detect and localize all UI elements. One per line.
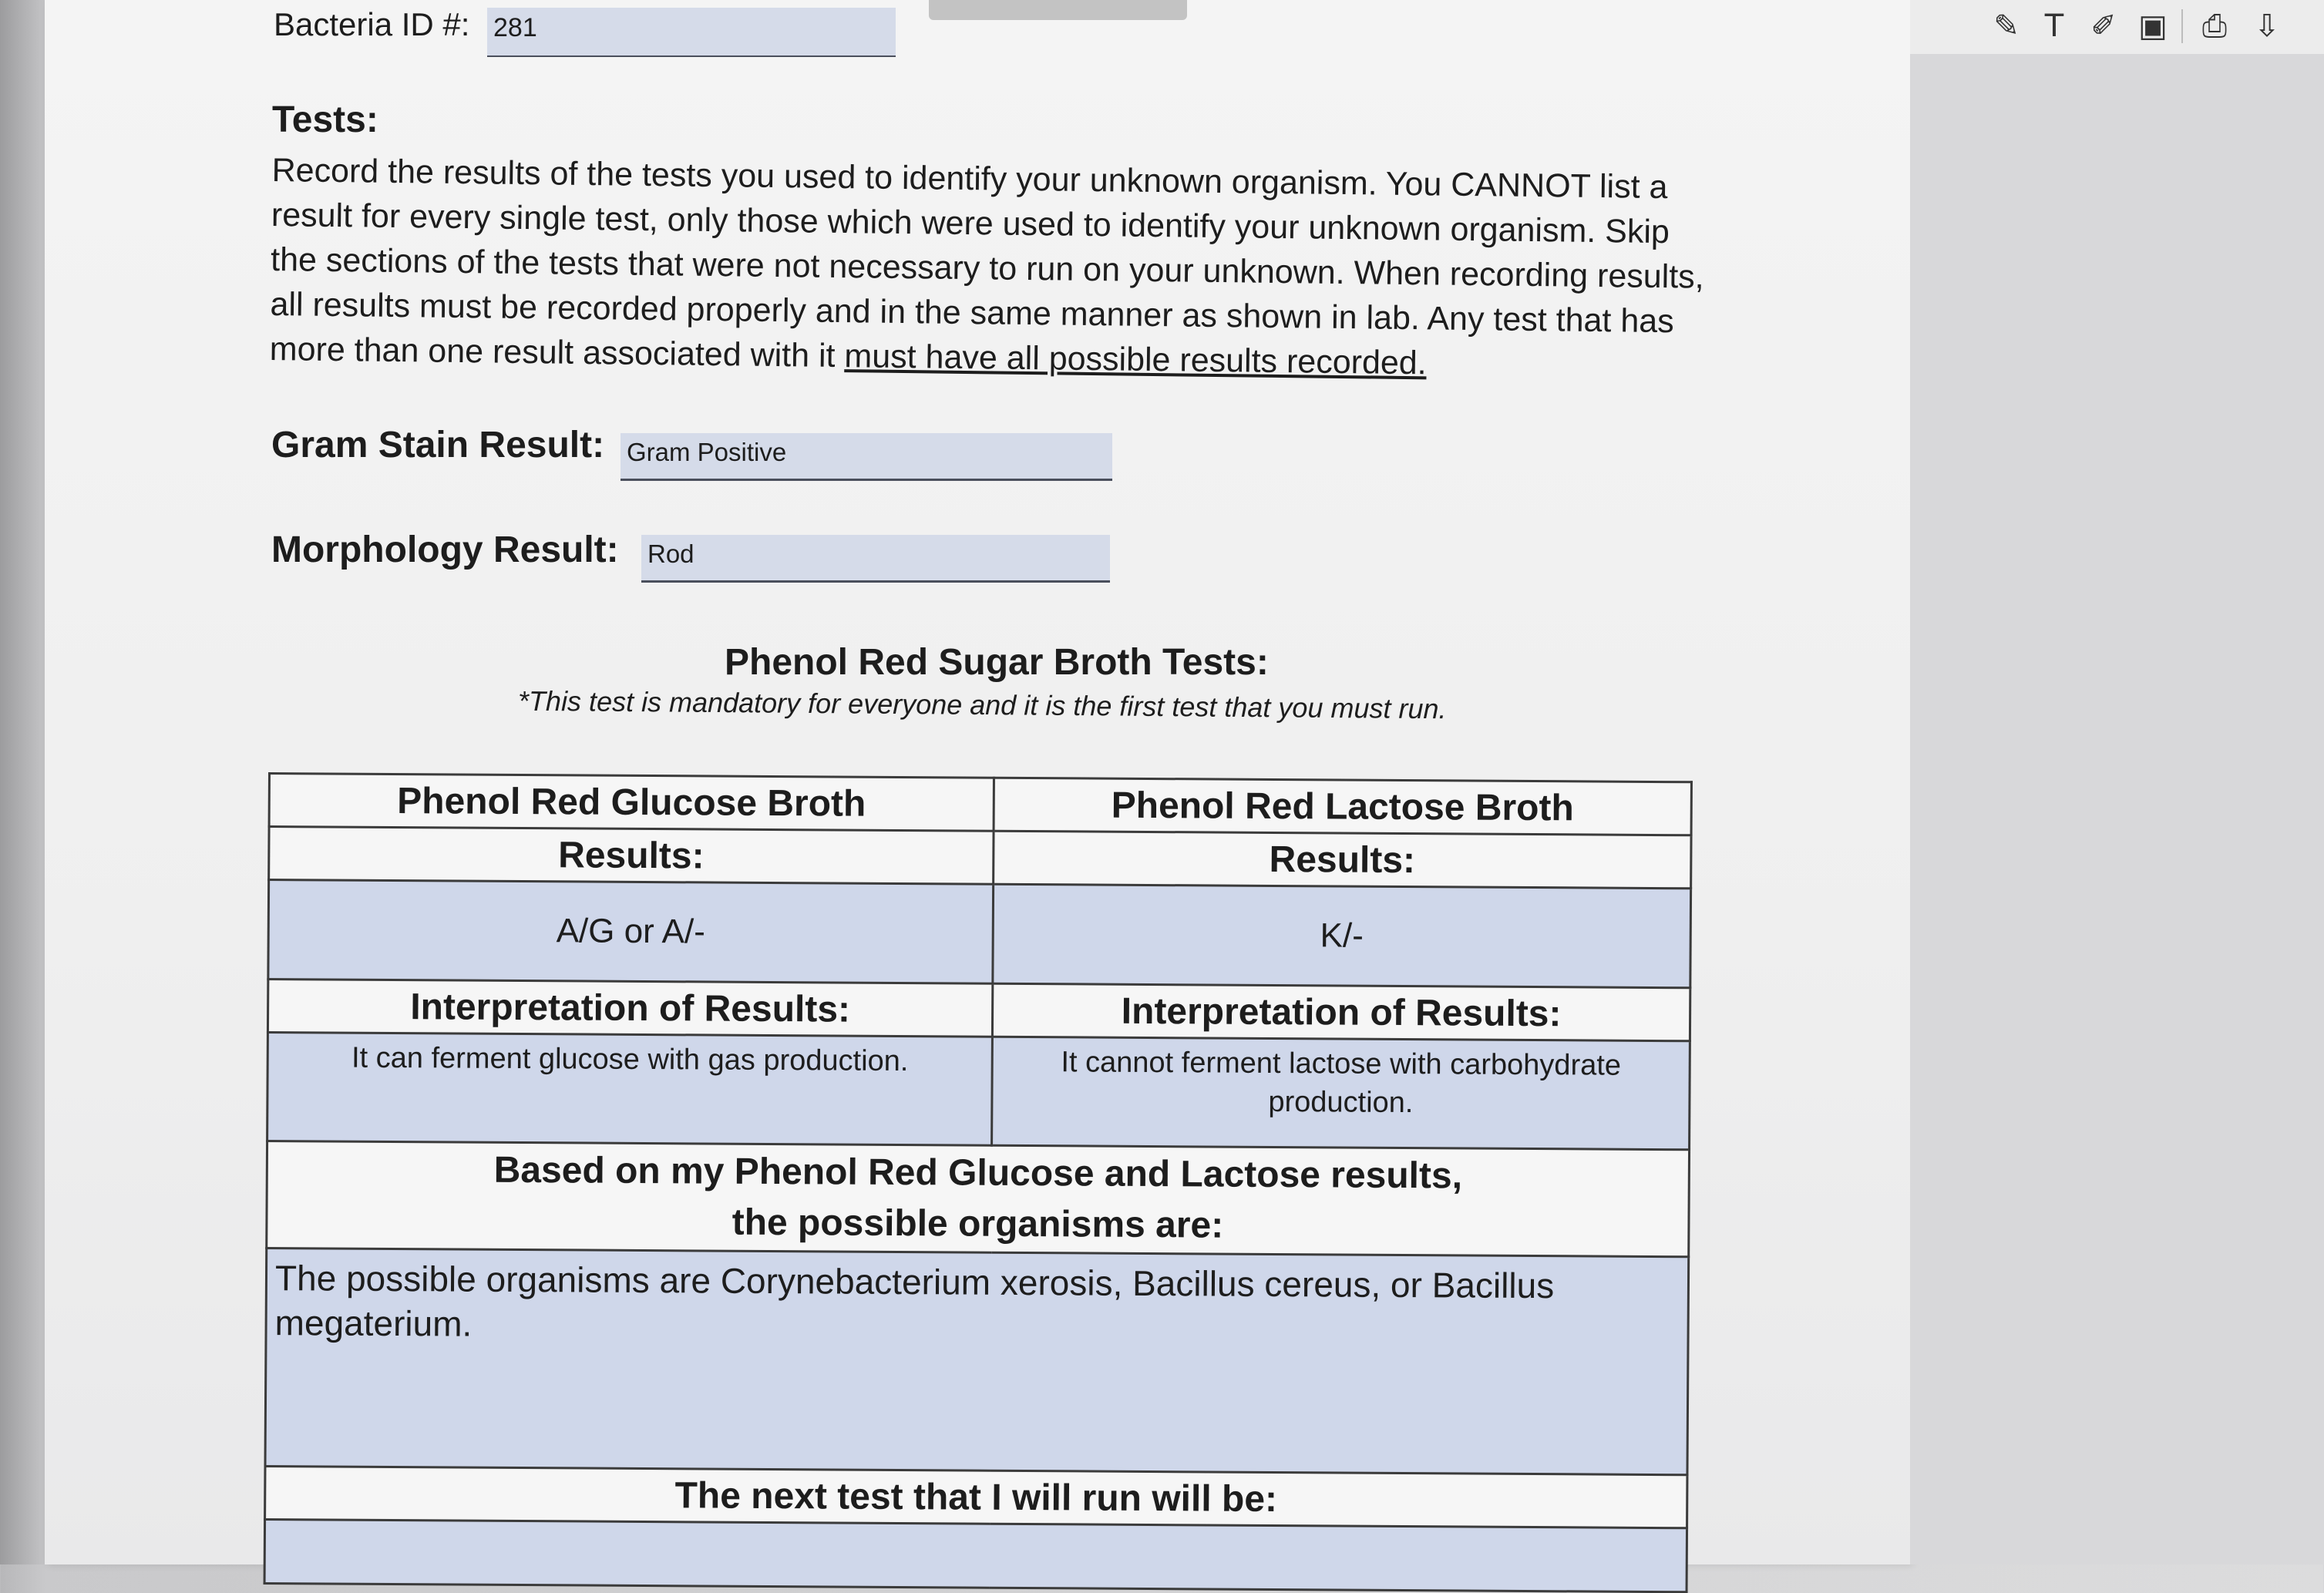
- lactose-results-label: Results:: [994, 831, 1691, 889]
- organisms-header: [267, 1141, 1690, 1257]
- lactose-interp-field[interactable]: It cannot ferment lactose with carbohydrate production.: [992, 1037, 1690, 1150]
- morphology-field[interactable]: Rod: [641, 535, 1110, 583]
- bacteria-id-field[interactable]: 281: [487, 8, 896, 57]
- print-icon[interactable]: ⎙: [2202, 8, 2227, 44]
- glucose-interp-header: Interpretation of Results:: [267, 980, 992, 1037]
- image-icon[interactable]: ▣: [2138, 8, 2168, 44]
- toolbar-separator: [2181, 9, 2183, 43]
- highlight-icon[interactable]: ✎: [1993, 8, 2020, 44]
- text-icon[interactable]: T: [2044, 8, 2064, 44]
- side-panel: [1910, 54, 2324, 1564]
- possible-organisms-field[interactable]: The possible organisms are Corynebacterium xerosis, Bacillus cereus, or Bacillus megaterium.: [265, 1248, 1689, 1474]
- screen-bezel: [0, 0, 45, 1564]
- glucose-result-field[interactable]: A/G or A/-: [268, 880, 994, 984]
- instructions-text: Record the results of the tests you used to identify your unknown organism. You CANNOT list a result for every single test, only those which were used to identify your unknown organism. Skip the sections of the tests that were not necessary to run on your unknown. When recording results, all results must be recorded properly and in the same manner as shown in lab. Any test that has more than one result associated with it: [269, 151, 1704, 375]
- page-header-tab: [929, 0, 1187, 20]
- organisms-header-line2: the possible organisms are:: [732, 1201, 1224, 1246]
- instructions-underlined: must have all possible results recorded.: [844, 338, 1427, 382]
- section-title: Phenol Red Sugar Broth Tests:: [725, 642, 1269, 683]
- next-test-field[interactable]: [264, 1519, 1687, 1591]
- draw-icon[interactable]: ✐: [2090, 8, 2117, 44]
- tests-heading: Tests:: [272, 99, 378, 140]
- glucose-interp-field[interactable]: It can ferment glucose with gas production.: [267, 1033, 993, 1146]
- pdf-toolbar: [1910, 0, 2324, 55]
- organisms-header-line1: Based on my Phenol Red Glucose and Lactose results,: [493, 1149, 1463, 1197]
- instructions-paragraph: [269, 148, 1705, 389]
- glucose-header: Phenol Red Glucose Broth: [269, 774, 994, 832]
- results-table: [264, 772, 1693, 1593]
- lactose-header: Phenol Red Lactose Broth: [994, 778, 1691, 835]
- morphology-label: Morphology Result:: [271, 529, 619, 570]
- bacteria-id-label: Bacteria ID #:: [274, 6, 470, 42]
- lactose-result-field[interactable]: K/-: [993, 884, 1691, 988]
- lactose-interp-header: Interpretation of Results:: [992, 983, 1690, 1041]
- glucose-results-label: Results:: [269, 827, 994, 885]
- gram-stain-label: Gram Stain Result:: [271, 425, 605, 465]
- section-note: *This test is mandatory for everyone and it is the first test that you must run.: [517, 684, 1447, 725]
- gram-stain-field[interactable]: Gram Positive: [621, 433, 1112, 481]
- save-icon[interactable]: ⇩: [2254, 8, 2280, 44]
- next-test-header: The next test that I will run will be:: [265, 1466, 1687, 1527]
